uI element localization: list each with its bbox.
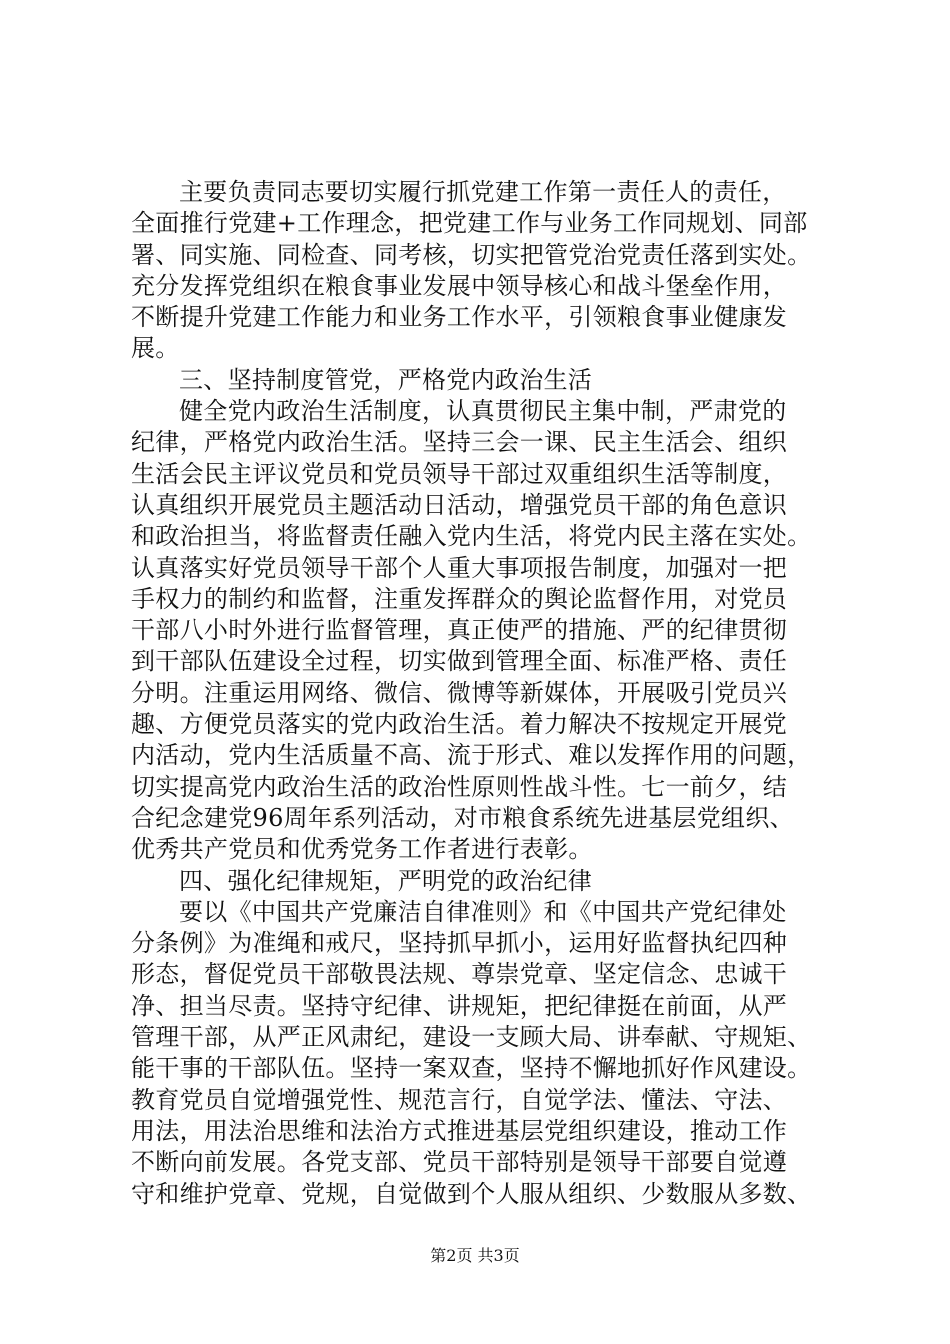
text-line: 手权力的制约和监督，注重发挥群众的舆论监督作用，对党员 [131, 584, 788, 613]
text-line: 认真组织开展党员主题活动日活动，增强党员干部的角色意识 [131, 490, 788, 519]
text-line: 分明。注重运用网络、微信、微博等新媒体，开展吸引党员兴 [131, 678, 788, 707]
text-line: 纪律，严格党内政治生活。坚持三会一课、民主生活会、组织 [131, 428, 788, 457]
text-line: 充分发挥党组织在粮食事业发展中领导核心和战斗堡垒作用， [131, 271, 788, 300]
text-line: 净、担当尽责。坚持守纪律、讲规矩，把纪律挺在前面，从严 [131, 991, 788, 1020]
page-footer [0, 1246, 950, 1266]
text-line: 认真落实好党员领导干部个人重大事项报告制度，加强对一把 [131, 553, 788, 582]
text-line: 展。 [131, 334, 180, 363]
document-body [131, 177, 851, 1210]
text-line: 主要负责同志要切实履行抓党建工作第一责任人的责任， [179, 178, 787, 206]
text-line: 内活动，党内生活质量不高、流于形式、难以发挥作用的问题， [131, 741, 812, 770]
text-line: 干部八小时外进行监督管理，真正使严的措施、严的纪律贯彻 [131, 616, 788, 645]
text-line: 全面推行党建+工作理念，把党建工作与业务工作同规划、同部 [131, 209, 808, 238]
text-line: 趣、方便党员落实的党内政治生活。着力解决不按规定开展党 [131, 710, 788, 739]
section-heading: 三、坚持制度管党，严格党内政治生活 [179, 365, 593, 394]
text-line: 到干部队伍建设全过程，切实做到管理全面、标准严格、责任 [131, 647, 788, 676]
text-line: 教育党员自觉增强党性、规范言行，自觉学法、懂法、守法、 [131, 1085, 788, 1114]
text-line: 生活会民主评议党员和党员领导干部过双重组织生活等制度， [131, 459, 788, 488]
text-line: 健全党内政治生活制度，认真贯彻民主集中制，严肃党的 [179, 397, 787, 426]
section-heading: 四、强化纪律规矩，严明党的政治纪律 [179, 866, 593, 895]
text-line: 能干事的干部队伍。坚持一案双查，坚持不懈地抓好作风建设。 [131, 1054, 812, 1083]
text-line: 和政治担当，将监督责任融入党内生活，将党内民主落在实处。 [131, 522, 812, 551]
text-line: 形态，督促党员干部敬畏法规、尊崇党章、坚定信念、忠诚干 [131, 960, 788, 989]
text-line: 分条例》为准绳和戒尺，坚持抓早抓小，运用好监督执纪四种 [131, 929, 788, 958]
text-line: 合纪念建党96周年系列活动，对市粮食系统先进基层党组织、 [131, 803, 794, 832]
text-line: 不断向前发展。各党支部、党员干部特别是领导干部要自觉遵 [131, 1148, 788, 1177]
text-line: 用法，用法治思维和法治方式推进基层党组织建设，推动工作 [131, 1116, 788, 1145]
text-line: 守和维护党章、党规，自觉做到个人服从组织、少数服从多数、 [131, 1179, 812, 1208]
text-line: 不断提升党建工作能力和业务工作水平，引领粮食事业健康发 [131, 303, 788, 332]
text-line: 署、同实施、同检查、同考核，切实把管党治党责任落到实处。 [131, 240, 812, 269]
text-line: 切实提高党内政治生活的政治性原则性战斗性。七一前夕，结 [131, 772, 788, 801]
page-total: 共3页 [477, 1246, 520, 1265]
page-number: 第2页 [430, 1246, 473, 1265]
text-line: 管理干部，从严正风肃纪，建设一支顾大局、讲奉献、守规矩、 [131, 1023, 812, 1052]
text-line: 优秀共产党员和优秀党务工作者进行表彰。 [131, 835, 593, 864]
text-line: 要以《中国共产党廉洁自律准则》和《中国共产党纪律处 [179, 897, 787, 926]
